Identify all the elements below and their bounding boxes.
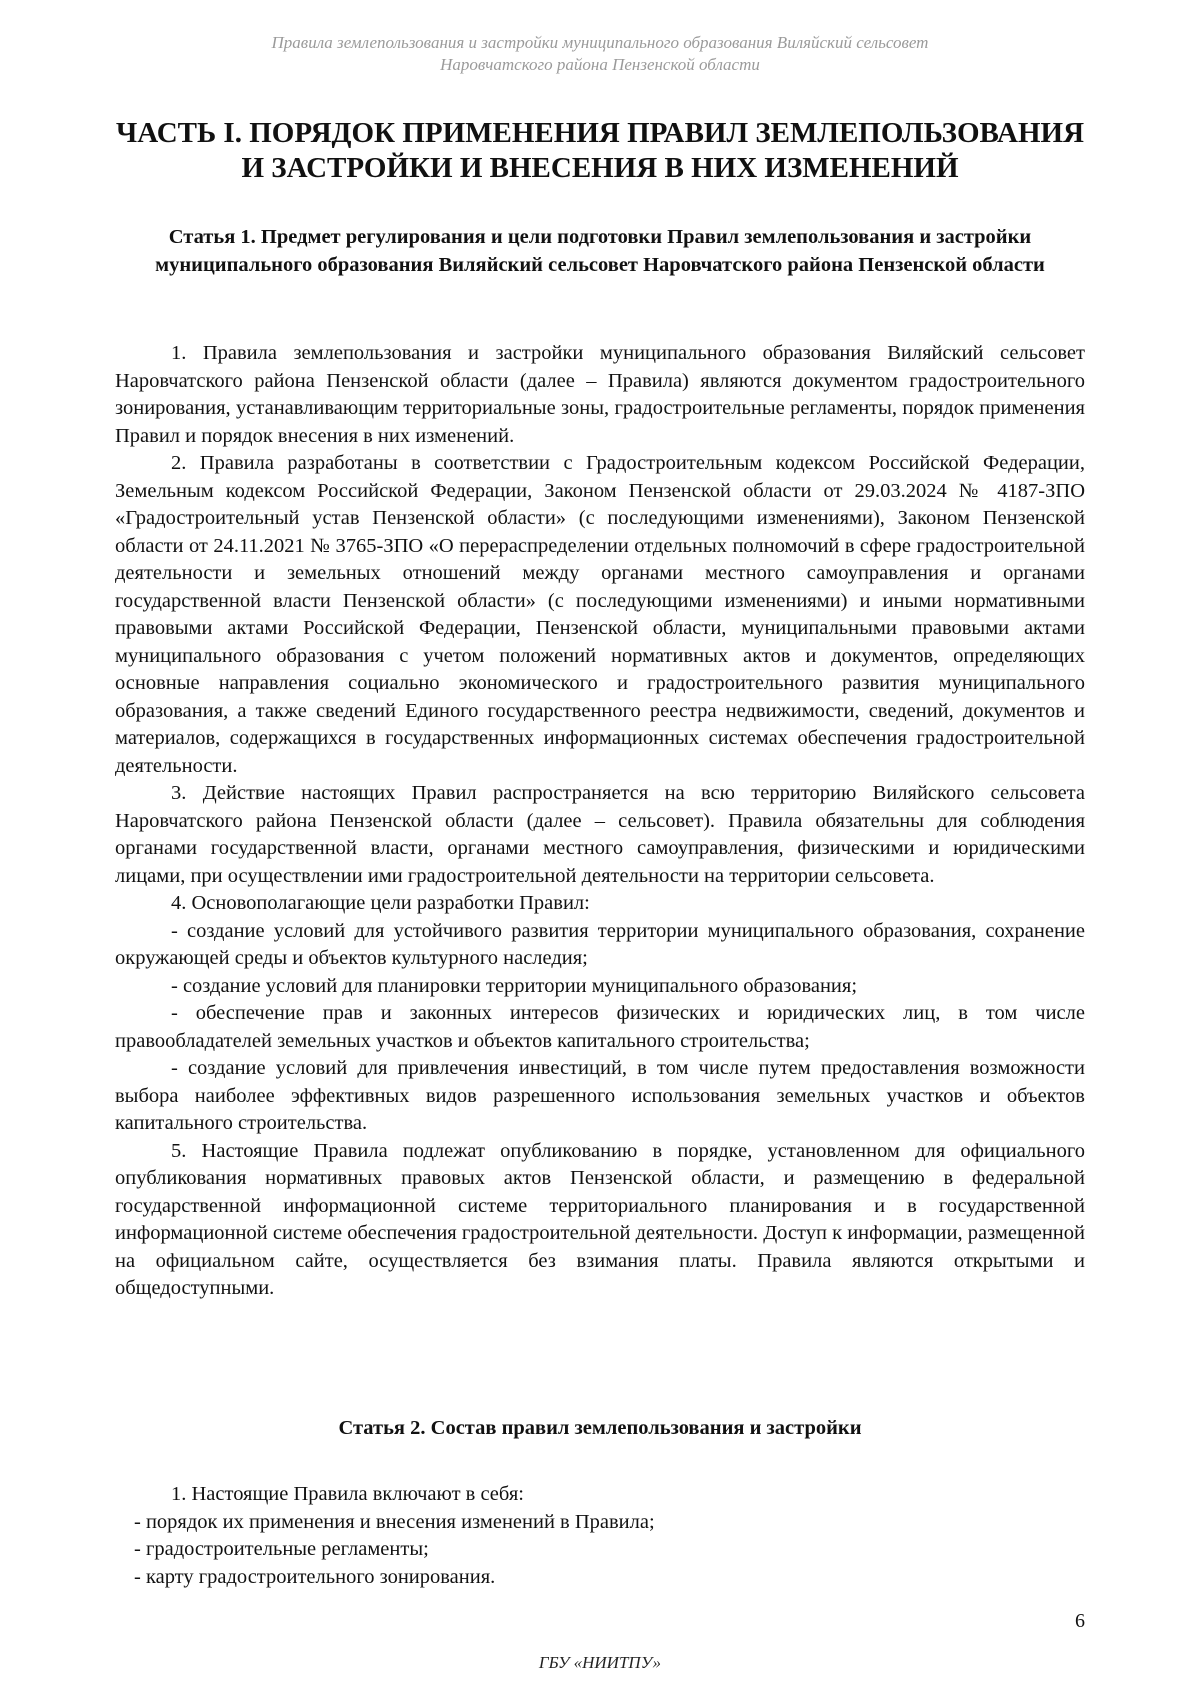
page-number: 6 bbox=[1075, 1610, 1085, 1632]
paragraph: 1. Правила землепользования и застройки муниципального образования Виляйский сельсовет Наровчатского района Пензенской области (далее – Правила) являются документом градостроительного зонирования, устанавливающим территориальные зоны, градостроительные регламенты, порядок применения Правил и порядок внесения в них изменений. bbox=[115, 342, 1085, 447]
list-item: - создание условий для планировки территории муниципального образования; bbox=[171, 974, 858, 997]
list-item: - создание условий для привлечения инвестиций, в том числе путем предоставления возможности выбора наиболее эффективных видов разрешенного использования земельных участков и объектов капитального строительства. bbox=[115, 1057, 1085, 1134]
article-1-body bbox=[115, 340, 1085, 1303]
paragraph: 4. Основополагающие цели разработки Правил: bbox=[171, 892, 590, 914]
running-footer: ГБУ «НИИТПУ» bbox=[538, 1653, 662, 1672]
article-2-title: Статья 2. Состав правил землепользования и застройки bbox=[338, 1417, 862, 1439]
article-2-body bbox=[115, 1481, 1085, 1591]
list-item: - градостроительные регламенты; bbox=[134, 1538, 429, 1560]
list-item: - обеспечение прав и законных интересов физических и юридических лиц, в том числе правообладателей земельных участков и объектов капитального строительства; bbox=[115, 1002, 1085, 1052]
article-1-title: Статья 1. Предмет регулирования и цели подготовки Правил землепользования и застройки муниципального образования Виляйский сельсовет Наровчатского района Пензенской области bbox=[155, 226, 1045, 276]
running-header-line: Наровчатского района Пензенской области bbox=[440, 55, 760, 74]
list-item: - карту градостроительного зонирования. bbox=[134, 1565, 496, 1588]
running-header-line: Правила землепользования и застройки муниципального образования Виляйский сельсовет bbox=[271, 33, 929, 52]
part-title: ЧАСТЬ I. ПОРЯДОК ПРИМЕНЕНИЯ ПРАВИЛ ЗЕМЛЕПОЛЬЗОВАНИЯ И ЗАСТРОЙКИ И ВНЕСЕНИЯ В НИХ ИЗМЕНЕНИЙ bbox=[115, 117, 1085, 184]
paragraph: 5. Настоящие Правила подлежат опубликованию в порядке, установленном для официального опубликования нормативных правовых актов Пензенской области, и размещению в федеральной государственной информационной системе территориального планирования и в государственной информационной системе обеспечения градостроительной деятельности. Доступ к информации, размещенной на официальном сайте, осуществляется без взимания платы. Правила являются открытыми и общедоступными. bbox=[115, 1139, 1085, 1299]
paragraph: 2. Правила разработаны в соответствии с Градостроительным кодексом Российской Федерации, Земельным кодексом Российской Федерации, Законом Пензенской области от 29.03.2024 № 4187-ЗПО «Градостроительный устав Пензенской области» (с последующими изменениями), Законом Пензенской области от 24.11.2021 № 3765-ЗПО «О перераспределении отдельных полномочий в сфере градостроительной деятельности и земельных отношений между органами местного самоуправления и органами государственной власти Пензенской области» (с последующими изменениями) и иными нормативными правовыми актами Российской Федерации, Пензенской области, муниципальными правовыми актами муниципального образования с учетом положений нормативных актов и документов, определяющих основные направления социально экономического и градостроительного развития муниципального образования, а также сведений Единого государственного реестра недвижимости, сведений, документов и материалов, содержащихся в государственных информационных системах обеспечения градостроительной деятельности. bbox=[115, 452, 1085, 777]
running-header bbox=[0, 32, 1200, 76]
paragraph: 3. Действие настоящих Правил распространяется на всю территорию Виляйского сельсовета Наровчатского района Пензенской области (далее – сельсовет). Правила обязательны для соблюдения органами государственной власти, органами местного самоуправления, физическими и юридическими лицами, при осуществлении ими градостроительной деятельности на территории сельсовета. bbox=[115, 782, 1085, 887]
list-item: - создание условий для устойчивого развития территории муниципального образования, сохранение окружающей среды и объектов культурного наследия; bbox=[115, 919, 1085, 969]
paragraph: 1. Настоящие Правила включают в себя: bbox=[171, 1483, 524, 1505]
list-item: - порядок их применения и внесения изменений в Правила; bbox=[134, 1510, 655, 1533]
